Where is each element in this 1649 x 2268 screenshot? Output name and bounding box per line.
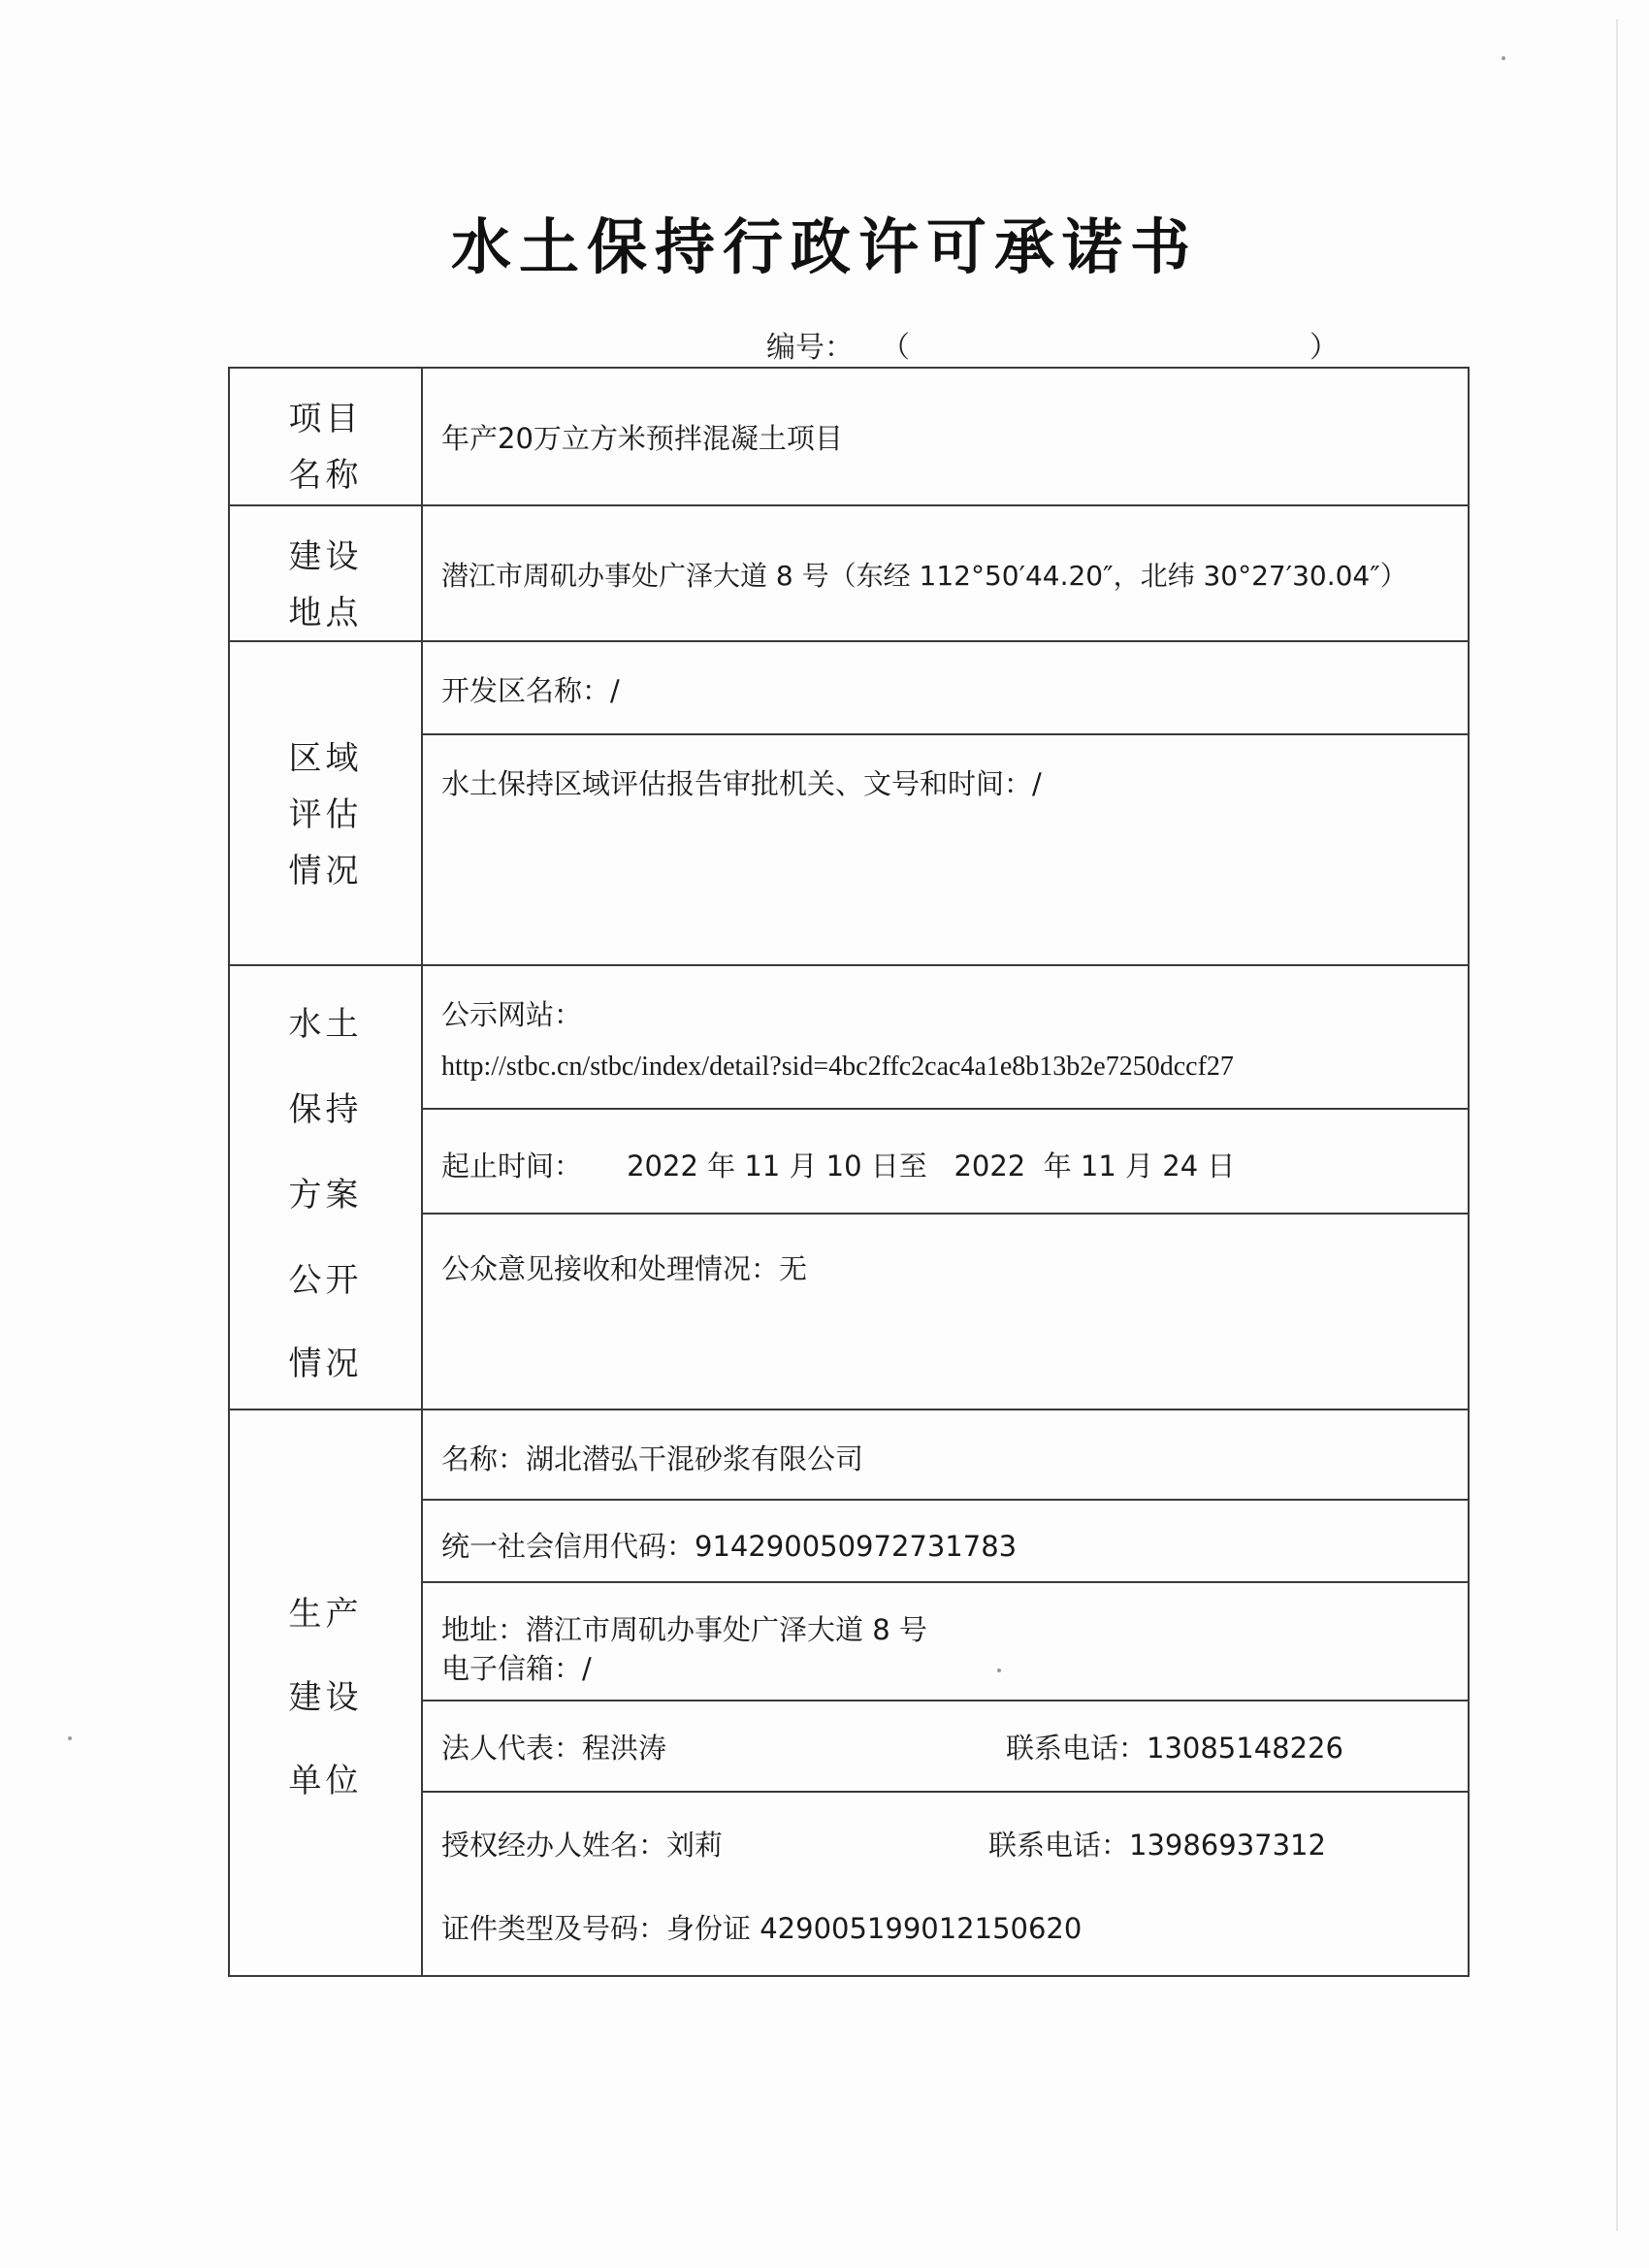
location-value: 潜江市周矶办事处广泽大道 8 号（东经 112°50′44.20″，北纬 30°27′30.04″） <box>441 560 1407 592</box>
unit-email: 电子信箱：/ <box>441 1652 592 1685</box>
disclosure-period: 起止时间： 2022 年 11 月 10 日至 2022 年 11 月 24 日 <box>441 1150 1236 1183</box>
scan-speck <box>68 1736 72 1740</box>
label-line: 地点 <box>288 594 363 632</box>
scan-speck <box>997 1669 1001 1672</box>
sub-row-divider <box>421 1700 1468 1701</box>
agent-phone: 联系电话：13986937312 <box>988 1829 1326 1862</box>
sub-row-divider <box>421 1108 1468 1110</box>
label-line: 评估 <box>288 795 363 834</box>
label-line: 项目 <box>288 400 363 438</box>
label-line: 方案 <box>288 1176 363 1215</box>
credit-code: 统一社会信用代码：914290050972731783 <box>441 1530 1018 1563</box>
sub-row-divider <box>421 1499 1468 1501</box>
row-divider <box>230 640 1468 642</box>
id-document: 证件类型及号码：身份证 429005199012150620 <box>441 1912 1083 1945</box>
unit-name: 名称：湖北潜弘干混砂浆有限公司 <box>441 1442 864 1475</box>
sub-row-divider <box>421 1791 1468 1793</box>
public-opinion: 公众意见接收和处理情况：无 <box>441 1252 808 1285</box>
label-line: 名称 <box>288 456 363 495</box>
sub-row-divider <box>421 733 1468 735</box>
label-line: 生产 <box>288 1595 363 1634</box>
label-line: 区域 <box>288 739 363 778</box>
scan-speck <box>1502 56 1505 60</box>
document-number-line <box>766 323 1339 365</box>
number-label: 编号： <box>766 331 854 365</box>
row-divider <box>230 964 1468 966</box>
label-line: 情况 <box>288 1345 363 1383</box>
label-line: 公开 <box>288 1261 363 1300</box>
label-line: 单位 <box>288 1762 363 1800</box>
label-line: 保持 <box>288 1090 363 1129</box>
unit-address: 地址：潜江市周矶办事处广泽大道 8 号 <box>441 1613 927 1646</box>
label-line: 情况 <box>288 852 363 891</box>
row-divider <box>230 504 1468 506</box>
column-divider <box>421 369 423 1975</box>
number-open-paren: （ <box>881 331 910 365</box>
dev-zone-name: 开发区名称：/ <box>441 674 620 707</box>
sub-row-divider <box>421 1581 1468 1583</box>
label-line: 建设 <box>288 537 363 576</box>
row-divider <box>230 1409 1468 1410</box>
website-url: http://stbc.cn/stbc/index/detail?sid=4bc2ffc2cac4a1e8b13b2e7250dccf27 <box>441 1052 1234 1082</box>
legal-rep-phone: 联系电话：13085148226 <box>1006 1732 1343 1765</box>
document-title: 水土保持行政许可承诺书 <box>450 211 1198 282</box>
sub-row-divider <box>421 1213 1468 1215</box>
number-close-paren: ） <box>1310 331 1339 365</box>
assessment-approval: 水土保持区域评估报告审批机关、文号和时间：/ <box>441 767 1042 800</box>
project-name-value: 年产20万立方米预拌混凝土项目 <box>441 422 843 455</box>
scan-edge <box>1616 19 1618 2231</box>
legal-representative: 法人代表：程洪涛 <box>441 1732 667 1765</box>
commitment-form-table <box>228 367 1470 1977</box>
authorized-agent: 授权经办人姓名：刘莉 <box>441 1829 724 1862</box>
website-label: 公示网站： <box>441 998 583 1031</box>
label-line: 建设 <box>288 1678 363 1717</box>
label-line: 水土 <box>288 1005 363 1044</box>
